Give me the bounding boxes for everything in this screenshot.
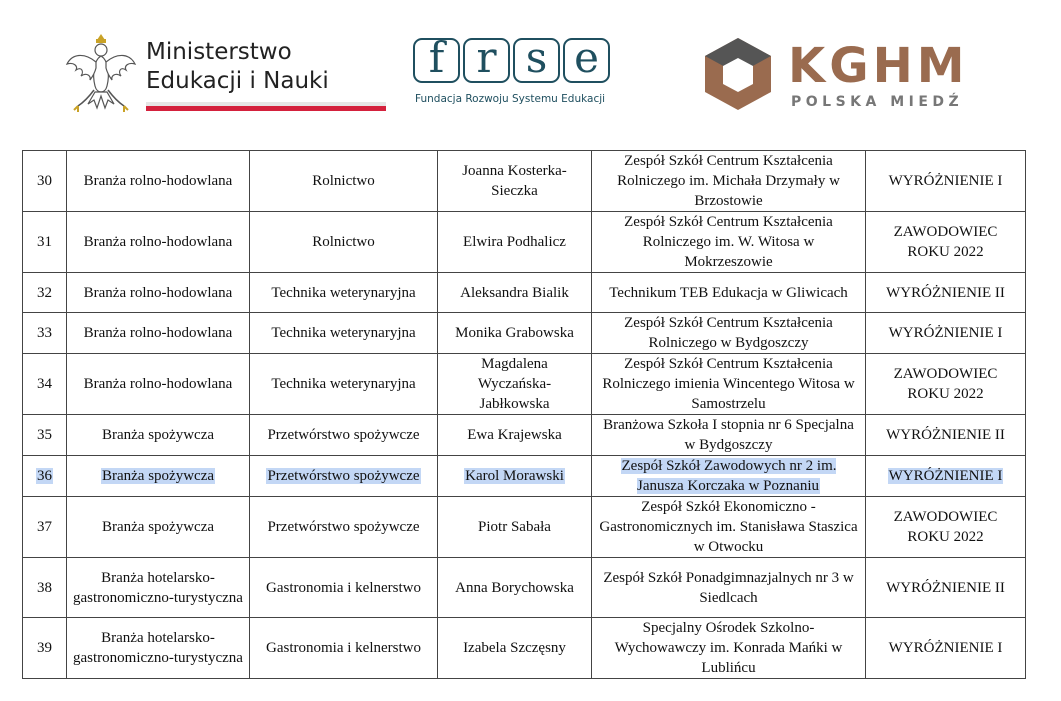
kghm-hexagon-icon — [703, 36, 773, 112]
branch-cell — [67, 273, 250, 313]
awards-table — [22, 150, 1026, 679]
ministry-name-line-1: Ministerstwo — [146, 39, 292, 65]
name-cell — [438, 497, 592, 558]
row-number — [23, 313, 67, 354]
name-cell — [438, 415, 592, 456]
name-cell-text: Karol Morawski — [465, 468, 564, 484]
frse-subtitle: Fundacja Rozwoju Systemu Edukacji — [415, 93, 606, 105]
name-cell — [438, 618, 592, 679]
field-cell — [250, 415, 438, 456]
branch-cell — [67, 558, 250, 618]
row-number-text: 30 — [37, 173, 52, 189]
award-cell — [866, 273, 1026, 313]
name-cell-text: Monika Grabowska — [455, 325, 574, 341]
row-number-text: 31 — [37, 234, 52, 250]
branch-cell-text: Branża rolno-hodowlana — [83, 284, 233, 301]
field-cell — [250, 151, 438, 212]
branch-cell — [67, 313, 250, 354]
kghm-subtitle: POLSKA MIEDŹ — [791, 94, 964, 110]
field-cell-text: Przetwórstwo spożywcze — [267, 468, 420, 484]
frse-letters — [413, 32, 610, 83]
frse-letter-r: r — [463, 38, 510, 83]
name-cell-text: Izabela Szczęsny — [463, 640, 566, 656]
row-number-text: 39 — [37, 640, 52, 656]
table-row — [23, 415, 1026, 456]
row-number — [23, 354, 67, 415]
field-cell-text: Przetwórstwo spożywcze — [267, 427, 420, 443]
row-number-text: 36 — [37, 468, 52, 484]
school-cell-text: Zespół Szkół Centrum Kształcenia Rolniczego im. W. Witosa w Mokrzeszowie — [624, 214, 833, 270]
ministry-name — [146, 38, 329, 96]
school-cell — [592, 415, 866, 456]
row-number-text: 38 — [37, 579, 52, 596]
field-cell — [250, 497, 438, 558]
name-cell-text: Joanna Kosterka-Sieczka — [462, 163, 567, 199]
school-cell-text: Specjalny Ośrodek Szkolno-Wychowawczy im. Konrada Mańki w Lublińcu — [614, 620, 843, 676]
row-number-text: 37 — [37, 519, 52, 535]
name-cell — [438, 354, 592, 415]
field-cell-text: Rolnictwo — [312, 234, 375, 250]
branch-cell-text: Branża hotelarsko-gastronomiczno-turystyczna — [73, 630, 243, 666]
name-cell-text: Magdalena Wyczańska-Jabłkowska — [477, 356, 552, 412]
award-cell-text: ZAWODOWIEC ROKU 2022 — [893, 366, 998, 402]
award-cell — [866, 415, 1026, 456]
award-cell — [866, 497, 1026, 558]
award-cell-text: ZAWODOWIEC ROKU 2022 — [893, 224, 998, 260]
school-cell-text: Technikum TEB Edukacja w Gliwicach — [609, 284, 848, 301]
field-cell-text: Rolnictwo — [312, 173, 375, 189]
name-cell — [438, 212, 592, 273]
frse-letter-e: e — [563, 38, 610, 83]
award-cell-text: WYRÓŻNIENIE I — [888, 325, 1003, 341]
field-cell-text: Technika weterynaryjna — [271, 376, 416, 392]
branch-cell-text: Branża spożywcza — [101, 519, 215, 535]
header-logos — [0, 0, 1061, 140]
row-number — [23, 212, 67, 273]
award-cell — [866, 151, 1026, 212]
branch-cell-text: Branża rolno-hodowlana — [83, 325, 233, 341]
flag-stripe-red — [146, 106, 386, 111]
school-cell — [592, 212, 866, 273]
field-cell — [250, 212, 438, 273]
name-cell — [438, 151, 592, 212]
branch-cell-text: Branża spożywcza — [101, 468, 215, 484]
name-cell — [438, 313, 592, 354]
branch-cell — [67, 618, 250, 679]
name-cell — [438, 273, 592, 313]
table-row — [23, 273, 1026, 313]
school-cell-text: Zespół Szkół Ekonomiczno - Gastronomicznych im. Stanisława Staszica w Otwocku — [599, 499, 858, 555]
school-cell-text: Zespół Szkół Zawodowych nr 2 im. Janusza Korczaka w Poznaniu — [621, 458, 837, 494]
branch-cell-text: Branża rolno-hodowlana — [83, 376, 233, 392]
award-cell-text: WYRÓŻNIENIE II — [886, 427, 1005, 443]
name-cell-text: Anna Borychowska — [455, 579, 574, 596]
field-cell — [250, 354, 438, 415]
table-row — [23, 354, 1026, 415]
school-cell — [592, 313, 866, 354]
branch-cell-text: Branża rolno-hodowlana — [83, 234, 233, 250]
field-cell — [250, 618, 438, 679]
row-number-text: 34 — [37, 376, 52, 392]
kghm-logo — [703, 36, 983, 116]
name-cell-text: Ewa Krajewska — [467, 427, 562, 443]
name-cell — [438, 456, 592, 497]
ministry-logo — [64, 30, 334, 120]
school-cell — [592, 151, 866, 212]
field-cell — [250, 273, 438, 313]
table-row — [23, 558, 1026, 618]
branch-cell-text: Branża rolno-hodowlana — [83, 173, 233, 189]
table-row — [23, 497, 1026, 558]
table-row — [23, 151, 1026, 212]
frse-logo — [413, 32, 623, 110]
name-cell-text: Aleksandra Bialik — [460, 284, 569, 301]
school-cell — [592, 558, 866, 618]
frse-letter-s: s — [513, 38, 560, 83]
school-cell-text: Zespół Szkół Centrum Kształcenia Rolniczego w Bydgoszczy — [624, 315, 833, 351]
branch-cell — [67, 151, 250, 212]
school-cell-text: Zespół Szkół Centrum Kształcenia Rolniczego imienia Wincentego Witosa w Samostrzelu — [602, 356, 855, 412]
branch-cell — [67, 415, 250, 456]
field-cell-text: Gastronomia i kelnerstwo — [266, 640, 421, 656]
name-cell-text: Piotr Sabała — [478, 519, 551, 535]
award-cell — [866, 313, 1026, 354]
table-row — [23, 313, 1026, 354]
school-cell-text: Branżowa Szkoła I stopnia nr 6 Specjalna w Bydgoszczy — [603, 417, 854, 453]
branch-cell-text: Branża hotelarsko-gastronomiczno-turystyczna — [73, 569, 243, 606]
table-row — [23, 456, 1026, 497]
field-cell-text: Technika weterynaryjna — [271, 284, 416, 301]
award-cell-text: WYRÓŻNIENIE I — [888, 468, 1003, 484]
row-number — [23, 273, 67, 313]
ministry-name-line-2: Edukacji i Nauki — [146, 68, 329, 94]
award-cell — [866, 212, 1026, 273]
awards-table-body — [23, 151, 1026, 679]
row-number — [23, 497, 67, 558]
award-cell — [866, 618, 1026, 679]
school-cell — [592, 273, 866, 313]
row-number-text: 32 — [37, 284, 52, 301]
field-cell — [250, 456, 438, 497]
field-cell — [250, 313, 438, 354]
award-cell — [866, 456, 1026, 497]
field-cell-text: Przetwórstwo spożywcze — [267, 519, 420, 535]
frse-letter-f: f — [413, 38, 460, 83]
award-cell-text: WYRÓŻNIENIE I — [888, 640, 1003, 656]
row-number — [23, 151, 67, 212]
school-cell — [592, 456, 866, 497]
row-number — [23, 456, 67, 497]
row-number — [23, 558, 67, 618]
name-cell-text: Elwira Podhalicz — [463, 234, 566, 250]
branch-cell — [67, 354, 250, 415]
award-cell-text: WYRÓŻNIENIE I — [888, 173, 1003, 189]
field-cell — [250, 558, 438, 618]
table-row — [23, 618, 1026, 679]
school-cell — [592, 618, 866, 679]
row-number — [23, 618, 67, 679]
award-cell-text: WYRÓŻNIENIE II — [886, 284, 1005, 301]
white-eagle-emblem-icon — [64, 30, 138, 114]
branch-cell-text: Branża spożywcza — [101, 427, 215, 443]
name-cell — [438, 558, 592, 618]
award-cell-text: WYRÓŻNIENIE II — [886, 579, 1005, 596]
field-cell-text: Technika weterynaryjna — [271, 325, 416, 341]
school-cell-text: Zespół Szkół Ponadgimnazjalnych nr 3 w Siedlcach — [603, 569, 854, 606]
field-cell-text: Gastronomia i kelnerstwo — [266, 579, 421, 596]
award-cell — [866, 558, 1026, 618]
row-number — [23, 415, 67, 456]
branch-cell — [67, 456, 250, 497]
award-cell-text: ZAWODOWIEC ROKU 2022 — [893, 509, 998, 545]
table-row — [23, 212, 1026, 273]
school-cell — [592, 497, 866, 558]
school-cell — [592, 354, 866, 415]
kghm-name: KGHM — [788, 38, 969, 94]
award-cell — [866, 354, 1026, 415]
branch-cell — [67, 497, 250, 558]
branch-cell — [67, 212, 250, 273]
school-cell-text: Zespół Szkół Centrum Kształcenia Rolniczego im. Michała Drzymały w Brzostowie — [617, 153, 840, 209]
row-number-text: 35 — [37, 427, 52, 443]
row-number-text: 33 — [37, 325, 52, 341]
